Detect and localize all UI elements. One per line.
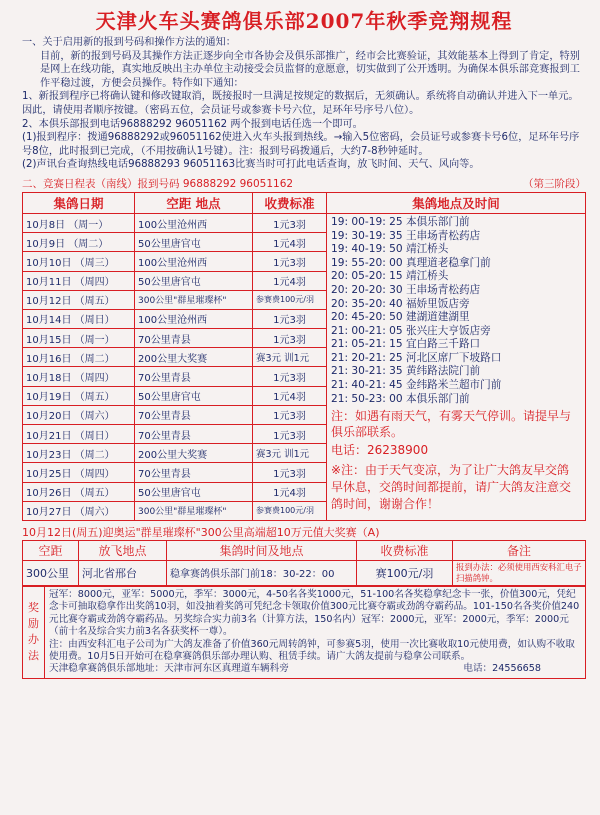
row-fee: 1元3羽 <box>253 309 327 328</box>
row-date: 10月15日 （周一） <box>23 329 135 348</box>
header-date: 集鸽日期 <box>23 192 135 213</box>
grand-header-distance: 空距 <box>23 540 79 560</box>
grand-fee: 赛100元/羽 <box>357 560 453 585</box>
row-date: 10月25日 （周四） <box>23 463 135 482</box>
row-date: 10月14日 （周日） <box>23 309 135 328</box>
time-item: 21: 40-21: 45 金纬路米兰超市门前 <box>331 379 502 392</box>
row-distance: 50公里唐官屯 <box>135 233 253 252</box>
time-item: 20: 35-20: 40 福娇里饭店旁 <box>331 297 470 310</box>
row-fee: 1元3羽 <box>253 252 327 271</box>
row-fee: 1元3羽 <box>253 329 327 348</box>
notice-paragraph-1: 目前，新的报到号码及其操作方法正逐步向全市各协会及俱乐部推广，经市会比赛验证，其效能基本上得到了肯定，特别是网上在线功能，真实地反映出主办单位主动接受会员监督的意愿意，切实做到了公开透明。为确保本俱乐部竞赛报到工作平稳过渡，方便会员操作。特作如下通知： <box>40 50 580 89</box>
row-fee: 参赛费100元/羽 <box>253 501 327 520</box>
row-distance: 200公里大奖赛 <box>135 444 253 463</box>
row-fee: 赛3元 训1元 <box>253 444 327 463</box>
time-item: 20: 45-20: 50 建湖道建湖里 <box>331 311 470 324</box>
row-date: 10月21日 （周日） <box>23 425 135 444</box>
row-date: 10月10日 （周三） <box>23 252 135 271</box>
notice-heading: 一、关于启用新的报到号码和操作方法的通知： <box>22 37 236 48</box>
grand-location: 河北省邢台 <box>79 560 167 585</box>
grand-header-time: 集鸽时间及地点 <box>167 540 357 560</box>
time-item: 21: 05-21: 15 宜白路三千路口 <box>331 338 481 351</box>
row-fee: 1元3羽 <box>253 213 327 232</box>
time-item: 20: 05-20: 15 靖江桥头 <box>331 270 449 283</box>
row-distance: 50公里唐官屯 <box>135 482 253 501</box>
header-collect: 集鸽地点及时间 <box>327 192 586 213</box>
collect-times <box>331 216 581 406</box>
notice-paragraph-2: 1、新报到程序已将确认键和修改键取消，既接报时一旦满足按规定的数据后，无须确认。系统将自动确认并进入下一单元。因此，请使用者顺序按键。（密码五位，会员证号或参赛卡号六位，足环年号序号八位）。 <box>22 91 579 116</box>
schedule-table <box>22 192 586 521</box>
award-label: 奖励办法 <box>23 586 45 678</box>
time-item: 19: 55-20: 00 真理道老稳拿门前 <box>331 256 491 269</box>
time-item: 20: 20-20: 30 王串场青松药店 <box>331 283 481 296</box>
row-date: 10月20日 （周六） <box>23 405 135 424</box>
row-distance: 300公里"群星璀璨杯" <box>135 501 253 520</box>
time-item: 21: 30-21: 35 黄纬路法院门前 <box>331 365 481 378</box>
grand-header-row <box>23 540 586 560</box>
time-item: 21: 00-21: 05 张兴庄大亨饭店旁 <box>331 324 491 337</box>
row-date: 10月9日 （周二） <box>23 233 135 252</box>
time-item: 21: 50-23: 00 本俱乐部门前 <box>331 392 470 405</box>
row-fee: 1元4羽 <box>253 233 327 252</box>
weather-note: 注：如遇有雨天气，有雾天气停训。请提早与俱乐部联系。 <box>331 409 572 440</box>
page-title: 天津火车头赛鸽俱乐部2007年秋季竞翔规程 <box>95 9 513 33</box>
header-distance: 空距 地点 <box>135 192 253 213</box>
row-fee: 1元3羽 <box>253 463 327 482</box>
row-distance: 100公里沧州西 <box>135 252 253 271</box>
row-date: 10月18日 （周四） <box>23 367 135 386</box>
award-content <box>45 586 586 678</box>
row-distance: 70公里青县 <box>135 367 253 386</box>
time-change-note: ※注：由于天气变凉，为了让广大鸽友早交鸽早休息，交鸽时间都提前，请广大鸽友注意交鸽时间，谢谢合作！ <box>331 463 572 512</box>
row-fee: 1元3羽 <box>253 367 327 386</box>
table-row <box>23 213 586 232</box>
award-address: 天津稳拿赛鸽俱乐部地址：天津市河东区真理道车辆科旁 <box>49 663 289 675</box>
row-date: 10月27日 （周六） <box>23 501 135 520</box>
time-item: 19: 00-19: 25 本俱乐部门前 <box>331 215 470 228</box>
row-distance: 300公里"群星璀璨杯" <box>135 290 253 309</box>
row-date: 10月23日 （周二） <box>23 444 135 463</box>
schedule-heading: 二、竞赛日程表（南线）报到号码 96888292 96051162 <box>22 177 294 190</box>
row-distance: 70公里青县 <box>135 463 253 482</box>
award-phone: 电话：24556658 <box>463 663 541 675</box>
schedule-heading-row <box>22 176 586 190</box>
collect-info <box>327 213 586 520</box>
row-fee: 1元4羽 <box>253 482 327 501</box>
stage-label: （第三阶段） <box>523 177 586 190</box>
row-distance: 50公里唐官屯 <box>135 386 253 405</box>
section-notice <box>22 36 586 172</box>
notice-paragraph-4: (1)报到程序：拨通96888292或96051162使进入火车头报到热线。→输入5位密码，会员证号或参赛卡号6位，足环年号序号8位，此时报到已完成，（不用按确认1号键）。注：报到号码拨通后，大约7-8秒钟延时。 <box>22 132 580 157</box>
award-table <box>22 586 586 679</box>
grand-header-location: 放飞地点 <box>79 540 167 560</box>
row-date: 10月26日 （周五） <box>23 482 135 501</box>
contact-phone: 电话：26238900 <box>331 443 429 458</box>
award-row <box>23 586 586 678</box>
row-distance: 70公里青县 <box>135 425 253 444</box>
notice-paragraph-3: 2、本俱乐部报到电话96888292 96051162 两个报到电话任选一个即可。 <box>22 118 363 130</box>
grand-time: 稳拿赛鸽俱乐部门前18：30-22：00 <box>167 560 357 585</box>
row-date: 10月12日 （周五） <box>23 290 135 309</box>
row-distance: 200公里大奖赛 <box>135 348 253 367</box>
row-distance: 70公里青县 <box>135 329 253 348</box>
grand-header-fee: 收费标准 <box>357 540 453 560</box>
row-fee: 1元4羽 <box>253 271 327 290</box>
row-fee: 1元4羽 <box>253 386 327 405</box>
award-paragraph-2: 注：由西安科汇电子公司为广大鸽友准备了价值360元周转鸽钟，可参赛5羽，使用一次比赛收取10元使用费，如认购不收取使用费。10月5日开始可在稳拿赛鸽俱乐部办理认购、租赁手续。请广大鸽友提前与稳拿公司联系。 <box>49 638 575 662</box>
award-address-row <box>49 663 581 675</box>
grand-header-remark: 备注 <box>453 540 586 560</box>
row-fee: 参赛费100元/羽 <box>253 290 327 309</box>
grand-prix-table <box>22 540 586 586</box>
time-item: 21: 20-21: 25 河北区席厂下坡路口 <box>331 351 502 364</box>
schedule-header-row <box>23 192 586 213</box>
grand-distance: 300公里 <box>23 560 79 585</box>
header-fee: 收费标准 <box>253 192 327 213</box>
row-fee: 1元3羽 <box>253 425 327 444</box>
table-row <box>23 560 586 585</box>
row-distance: 100公里沧州西 <box>135 213 253 232</box>
row-date: 10月16日 （周二） <box>23 348 135 367</box>
time-item: 19: 30-19: 35 王串场青松药店 <box>331 229 481 242</box>
row-distance: 50公里唐官屯 <box>135 271 253 290</box>
row-date: 10月19日 （周五） <box>23 386 135 405</box>
time-item: 19: 40-19: 50 靖江桥头 <box>331 243 449 256</box>
notice-paragraph-5: (2)声讯台查询热线电话96888293 96051163比赛当时可打此电话查询，放飞时间、天气、风向等。 <box>22 159 480 171</box>
row-fee: 赛3元 训1元 <box>253 348 327 367</box>
row-distance: 70公里青县 <box>135 405 253 424</box>
award-paragraph-1: 冠军：8000元，亚军：5000元，季军：3000元，4-50名各奖1000元，51-100名各奖稳拿纪念卡一张，价值300元，凭纪念卡可抽取稳拿作出奖鸽10羽，如没抽着奖鸽可凭纪念卡领取价值300元比赛夺霸或劲鸽夺霸药品。101-150名各奖价值240元比赛夺霸或劲鸽夺霸药品。另奖综合实力前3名（计算方法，150名内）冠军：2000元，亚军：2000元，季军：2000元（前十名及综合实力前3名各获奖杯一尊）。 <box>49 588 580 638</box>
row-date: 10月11日 （周四） <box>23 271 135 290</box>
row-distance: 100公里沧州西 <box>135 309 253 328</box>
grand-prix-title: 10月12日(周五)迎奥运"群星璀璨杯"300公里高端超10万元值大奖赛（A) <box>22 525 380 539</box>
row-fee: 1元3羽 <box>253 405 327 424</box>
row-date: 10月8日 （周一） <box>23 213 135 232</box>
grand-remark: 报到办法：必须使用西安科汇电子扫描鸽钟。 <box>453 560 586 585</box>
